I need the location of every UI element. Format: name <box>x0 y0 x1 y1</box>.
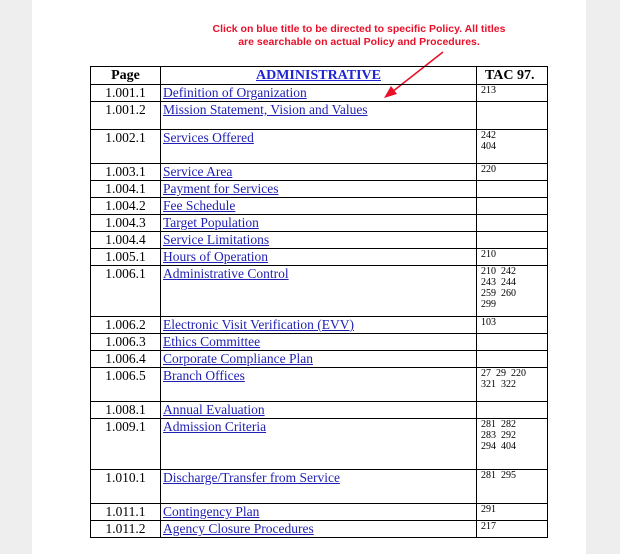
policy-title-link[interactable]: Corporate Compliance Plan <box>163 351 313 366</box>
table-row <box>91 198 548 215</box>
tac-reference-cell <box>477 351 548 368</box>
tac-reference-cell <box>477 215 548 232</box>
policy-title-link[interactable]: Discharge/Transfer from Service <box>163 470 340 485</box>
page-number-cell: 1.011.1 <box>91 504 161 521</box>
page-number-cell: 1.006.5 <box>91 368 161 402</box>
policy-title-cell <box>161 164 477 181</box>
policy-title-cell <box>161 130 477 164</box>
policy-title-cell <box>161 317 477 334</box>
table-row <box>91 249 548 266</box>
tac-reference-cell: 242 404 <box>477 130 548 164</box>
page-number-cell: 1.004.1 <box>91 181 161 198</box>
policy-title-cell <box>161 419 477 470</box>
page-number-cell: 1.005.1 <box>91 249 161 266</box>
policy-title-cell <box>161 504 477 521</box>
page-number-cell: 1.004.4 <box>91 232 161 249</box>
policy-title-cell <box>161 521 477 538</box>
tac-reference-cell: 291 <box>477 504 548 521</box>
policy-title-link[interactable]: Service Limitations <box>163 232 270 247</box>
tac-reference-cell <box>477 232 548 249</box>
table-row <box>91 181 548 198</box>
tac-reference-cell: 217 <box>477 521 548 538</box>
policy-title-link[interactable]: Payment for Services <box>163 181 279 196</box>
page-number-cell: 1.004.2 <box>91 198 161 215</box>
tac-reference-cell: 281 282 283 292 294 404 <box>477 419 548 470</box>
page-column-header: Page <box>91 67 161 85</box>
policy-title-link[interactable]: Fee Schedule <box>163 198 236 213</box>
policy-title-cell <box>161 215 477 232</box>
policy-title-cell <box>161 181 477 198</box>
table-row <box>91 504 548 521</box>
tac-reference-cell: 27 29 220 321 322 <box>477 368 548 402</box>
policy-title-cell <box>161 351 477 368</box>
table-row <box>91 164 548 181</box>
tac-reference-cell <box>477 102 548 130</box>
tac-reference-cell <box>477 334 548 351</box>
table-row <box>91 266 548 317</box>
policy-table <box>90 66 548 538</box>
table-row <box>91 215 548 232</box>
table-row <box>91 521 548 538</box>
table-row <box>91 334 548 351</box>
page-number-cell: 1.009.1 <box>91 419 161 470</box>
page-number-cell: 1.002.1 <box>91 130 161 164</box>
page-number-cell: 1.008.1 <box>91 402 161 419</box>
instruction-annotation: Click on blue title to be directed to specific Policy. All titles are searchable on actual Policy and Procedures. <box>212 23 506 48</box>
tac-reference-cell: 103 <box>477 317 548 334</box>
policy-title-link[interactable]: Admission Criteria <box>163 419 267 434</box>
tac-reference-cell: 281 295 <box>477 470 548 504</box>
tac-column-header: TAC 97. <box>477 67 548 85</box>
table-row <box>91 419 548 470</box>
tac-reference-cell: 213 <box>477 85 548 102</box>
policy-title-cell <box>161 368 477 402</box>
page-number-cell: 1.006.2 <box>91 317 161 334</box>
table-row <box>91 85 548 102</box>
table-row <box>91 402 548 419</box>
table-row <box>91 368 548 402</box>
policy-title-link[interactable]: Service Area <box>163 164 233 179</box>
table-row <box>91 130 548 164</box>
page-number-cell: 1.006.1 <box>91 266 161 317</box>
administrative-column-header[interactable]: ADMINISTRATIVE <box>161 67 477 85</box>
policy-title-cell <box>161 402 477 419</box>
policy-title-link[interactable]: Services Offered <box>163 130 254 145</box>
policy-title-cell <box>161 266 477 317</box>
policy-title-link[interactable]: Contingency Plan <box>163 504 260 519</box>
policy-title-cell <box>161 249 477 266</box>
policy-title-link[interactable]: Ethics Committee <box>163 334 261 349</box>
policy-title-cell <box>161 232 477 249</box>
page-number-cell: 1.010.1 <box>91 470 161 504</box>
policy-title-link[interactable]: Administrative Control <box>163 266 289 281</box>
table-row <box>91 317 548 334</box>
policy-title-cell <box>161 334 477 351</box>
policy-title-cell <box>161 102 477 130</box>
table-row <box>91 470 548 504</box>
tac-reference-cell <box>477 198 548 215</box>
policy-title-link[interactable]: Mission Statement, Vision and Values <box>163 102 368 117</box>
tac-reference-cell: 210 <box>477 249 548 266</box>
table-row <box>91 232 548 249</box>
policy-title-link[interactable]: Hours of Operation <box>163 249 268 264</box>
table-row <box>91 102 548 130</box>
policy-title-link[interactable]: Definition of Organization <box>163 85 307 100</box>
page-number-cell: 1.011.2 <box>91 521 161 538</box>
policy-title-link[interactable]: Electronic Visit Verification (EVV) <box>163 317 355 332</box>
policy-title-link[interactable]: Target Population <box>163 215 259 230</box>
table-header-row <box>91 67 548 85</box>
policy-title-link[interactable]: Branch Offices <box>163 368 245 383</box>
page-number-cell: 1.001.2 <box>91 102 161 130</box>
tac-reference-cell: 210 242 243 244 259 260 299 <box>477 266 548 317</box>
tac-reference-cell <box>477 402 548 419</box>
page-number-cell: 1.003.1 <box>91 164 161 181</box>
page-number-cell: 1.004.3 <box>91 215 161 232</box>
page-number-cell: 1.001.1 <box>91 85 161 102</box>
policy-title-cell <box>161 470 477 504</box>
page-number-cell: 1.006.4 <box>91 351 161 368</box>
policy-title-cell <box>161 85 477 102</box>
page-number-cell: 1.006.3 <box>91 334 161 351</box>
policy-title-link[interactable]: Annual Evaluation <box>163 402 265 417</box>
policy-title-link[interactable]: Agency Closure Procedures <box>163 521 314 536</box>
tac-reference-cell: 220 <box>477 164 548 181</box>
tac-reference-cell <box>477 181 548 198</box>
policy-title-cell <box>161 198 477 215</box>
table-row <box>91 351 548 368</box>
